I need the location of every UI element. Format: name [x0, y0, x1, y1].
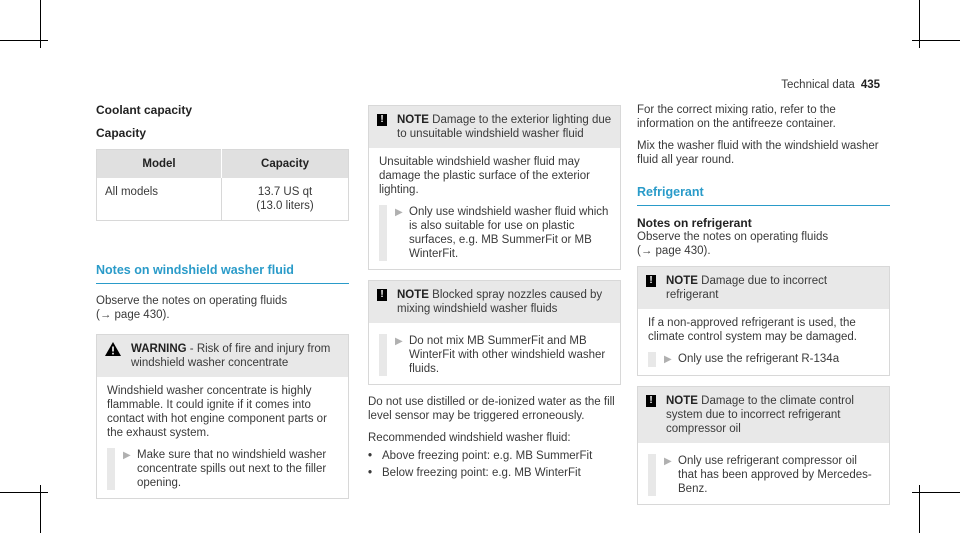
page-header — [760, 78, 880, 92]
refrigerant-title: Refrigerant — [637, 185, 890, 206]
page-number: 435 — [860, 79, 880, 91]
column-1 — [96, 103, 349, 499]
warning-box — [96, 334, 349, 499]
warning-header: WARNING - Risk of fire and injury from windshield washer concentrate — [97, 335, 348, 377]
notice-icon: ! — [377, 289, 387, 301]
notice-icon: ! — [646, 275, 656, 287]
crop-mark — [0, 40, 48, 41]
section-name: Technical data — [781, 79, 855, 91]
recommended-text: Recommended windshield washer fluid: — [368, 432, 571, 444]
coolant-title: Coolant capacity — [96, 103, 193, 117]
warning-step: ▶ Make sure that no windshield washer concentrate spills out next to the filler opening. — [107, 448, 338, 490]
col-header-model: Model — [97, 150, 222, 179]
play-arrow-icon: ▶ — [664, 354, 672, 365]
washer-intro: Observe the notes on operating fluids (→ page 430). — [96, 295, 288, 321]
column-3 — [637, 103, 890, 505]
warning-body: Windshield washer concentrate is highly flammable. It could ignite if it comes into contact with hot engine component parts or the exhaust system. ▶ Make sure that no windshield washer concentrate spills out next to the filler opening. — [97, 377, 348, 498]
play-arrow-icon: ▶ — [123, 450, 131, 461]
play-arrow-icon: ▶ — [664, 456, 672, 467]
distilled-water-text: Do not use distilled or de-ionized water as the fill level sensor may be triggered erroneously. — [368, 396, 615, 422]
play-arrow-icon: ▶ — [395, 336, 403, 347]
note-box-lighting: ! NOTE Damage to the exterior lighting due to unsuitable windshield washer fluid Unsuitable windshield washer fluid may damage the plastic surface of the exterior lighting. ▶ Only use windshield washer fluid which is also suitable for use on plastic surfaces, e.g. MB SummerFit or MB WinterFit. — [368, 105, 621, 270]
play-arrow-icon: ▶ — [395, 207, 403, 218]
col-header-capacity: Capacity — [222, 150, 349, 179]
note-box-refrigerant: ! NOTE Damage due to incorrect refrigerant If a non-approved refrigerant is used, the climate control system may be damaged. ▶ Only use the refrigerant R-134a — [637, 266, 890, 376]
coolant-table — [96, 149, 349, 221]
warning-triangle-icon — [105, 342, 121, 356]
washer-title: Notes on windshield washer fluid — [96, 263, 349, 284]
note-box-compressor-oil: ! NOTE Damage to the climate control system due to incorrect refrigerant compressor oil ▶ Only use refrigerant compressor oil that has been approved by Mercedes-Benz. — [637, 386, 890, 505]
crop-mark — [912, 492, 960, 493]
mix-year-text: Mix the washer fluid with the windshield washer fluid all year round. — [637, 140, 879, 166]
coolant-subtitle: Capacity — [96, 126, 147, 140]
refrigerant-intro: Observe the notes on operating fluids (→ page 430). — [637, 231, 829, 257]
list-item: • Below freezing point: e.g. MB WinterFit — [368, 467, 581, 479]
capacity-cell: 13.7 US qt (13.0 liters) — [222, 178, 349, 221]
mixing-text: For the correct mixing ratio, refer to the information on the antifreeze container. — [637, 104, 836, 130]
column-2 — [368, 105, 621, 483]
list-item: • Above freezing point: e.g. MB SummerFit — [368, 450, 593, 462]
crop-mark — [0, 492, 48, 493]
crop-mark — [912, 40, 960, 41]
refrigerant-subtitle: Notes on refrigerant — [637, 216, 752, 230]
note-box-nozzles: ! NOTE Blocked spray nozzles caused by mixing windshield washer fluids ▶ Do not mix MB SummerFit and MB WinterFit with other windshield washer fluids. — [368, 280, 621, 385]
notice-icon: ! — [646, 395, 656, 407]
notice-icon: ! — [377, 114, 387, 126]
table-row — [97, 178, 349, 221]
fluid-list — [368, 449, 621, 480]
model-cell: All models — [97, 178, 222, 221]
